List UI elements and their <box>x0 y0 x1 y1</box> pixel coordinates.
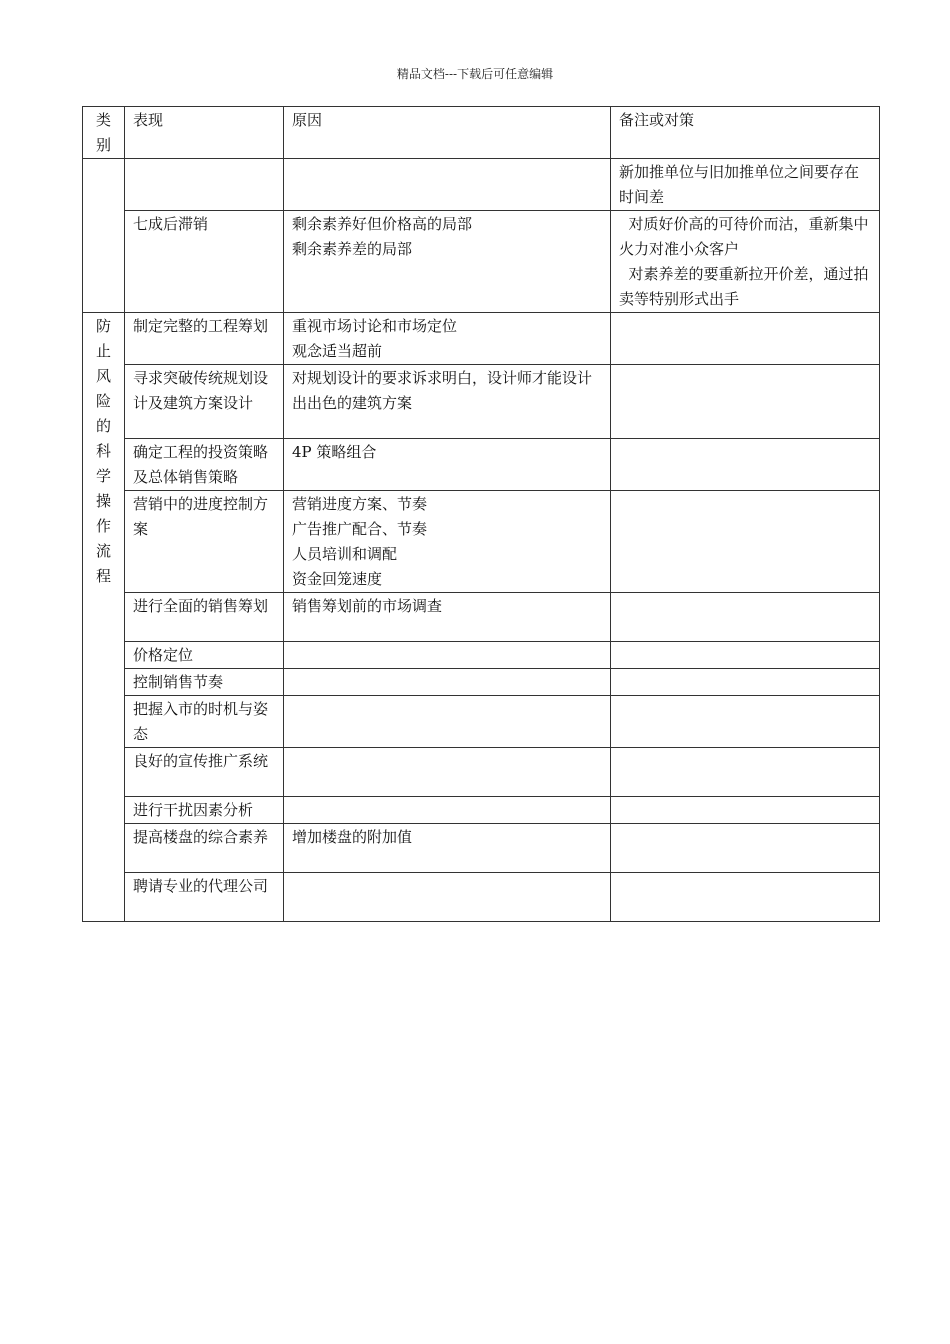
note-cell <box>611 593 880 642</box>
note-cell <box>611 873 880 922</box>
note-cell: 新加推单位与旧加推单位之间要存在时间差 <box>611 159 880 211</box>
note-cell: 对质好价高的可待价而沽，重新集中火力对准小众客户 对素养差的要重新拉开价差，通过拍卖等特别形式出手 <box>611 211 880 313</box>
reason-cell: 重视市场讨论和市场定位 观念适当超前 <box>284 313 611 365</box>
table-row <box>83 696 880 748</box>
reason-cell <box>284 696 611 748</box>
note-cell <box>611 748 880 797</box>
reason-cell <box>284 669 611 696</box>
table-row <box>83 313 880 365</box>
page-header: 精品文档---下载后可任意编辑 <box>396 67 554 81</box>
performance-cell <box>125 159 284 211</box>
table-row <box>83 211 880 313</box>
strategy-table <box>82 106 880 922</box>
category-cell-continued <box>83 159 125 313</box>
performance-cell: 确定工程的投资策略及总体销售策略 <box>125 439 284 491</box>
note-cell <box>611 642 880 669</box>
table-row <box>83 491 880 593</box>
performance-cell: 进行全面的销售筹划 <box>125 593 284 642</box>
note-cell <box>611 491 880 593</box>
performance-cell: 提高楼盘的综合素养 <box>125 824 284 873</box>
column-header-reason: 原因 <box>284 107 611 159</box>
performance-cell: 聘请专业的代理公司 <box>125 873 284 922</box>
category-cell-risk-prevention: 防止风险的科学操作流程 <box>83 313 125 922</box>
performance-cell: 进行干扰因素分析 <box>125 797 284 824</box>
note-cell <box>611 669 880 696</box>
performance-cell: 七成后滞销 <box>125 211 284 313</box>
table-header-row <box>83 107 880 159</box>
note-cell <box>611 313 880 365</box>
performance-cell: 价格定位 <box>125 642 284 669</box>
note-cell <box>611 439 880 491</box>
reason-cell: 4P 策略组合 <box>284 439 611 491</box>
performance-cell: 把握入市的时机与姿态 <box>125 696 284 748</box>
performance-cell: 寻求突破传统规划设计及建筑方案设计 <box>125 365 284 439</box>
table-row <box>83 593 880 642</box>
reason-cell <box>284 748 611 797</box>
performance-cell: 制定完整的工程筹划 <box>125 313 284 365</box>
table-row <box>83 873 880 922</box>
column-header-performance: 表现 <box>125 107 284 159</box>
reason-cell: 对规划设计的要求诉求明白，设计师才能设计出出色的建筑方案 <box>284 365 611 439</box>
performance-cell: 良好的宣传推广系统 <box>125 748 284 797</box>
table-row <box>83 159 880 211</box>
column-header-category: 类别 <box>83 107 125 159</box>
performance-cell: 控制销售节奏 <box>125 669 284 696</box>
table-row <box>83 824 880 873</box>
reason-cell <box>284 159 611 211</box>
reason-cell <box>284 873 611 922</box>
note-cell <box>611 365 880 439</box>
column-header-note: 备注或对策 <box>611 107 880 159</box>
table-row <box>83 642 880 669</box>
table-row <box>83 669 880 696</box>
performance-cell: 营销中的进度控制方案 <box>125 491 284 593</box>
reason-cell: 增加楼盘的附加值 <box>284 824 611 873</box>
table-row <box>83 365 880 439</box>
reason-cell <box>284 797 611 824</box>
table-row <box>83 439 880 491</box>
reason-cell: 营销进度方案、节奏 广告推广配合、节奏 人员培训和调配 资金回笼速度 <box>284 491 611 593</box>
note-cell <box>611 696 880 748</box>
table-row <box>83 748 880 797</box>
table-row <box>83 797 880 824</box>
reason-cell: 剩余素养好但价格高的局部 剩余素养差的局部 <box>284 211 611 313</box>
note-cell <box>611 797 880 824</box>
reason-cell <box>284 642 611 669</box>
reason-cell: 销售筹划前的市场调查 <box>284 593 611 642</box>
note-cell <box>611 824 880 873</box>
